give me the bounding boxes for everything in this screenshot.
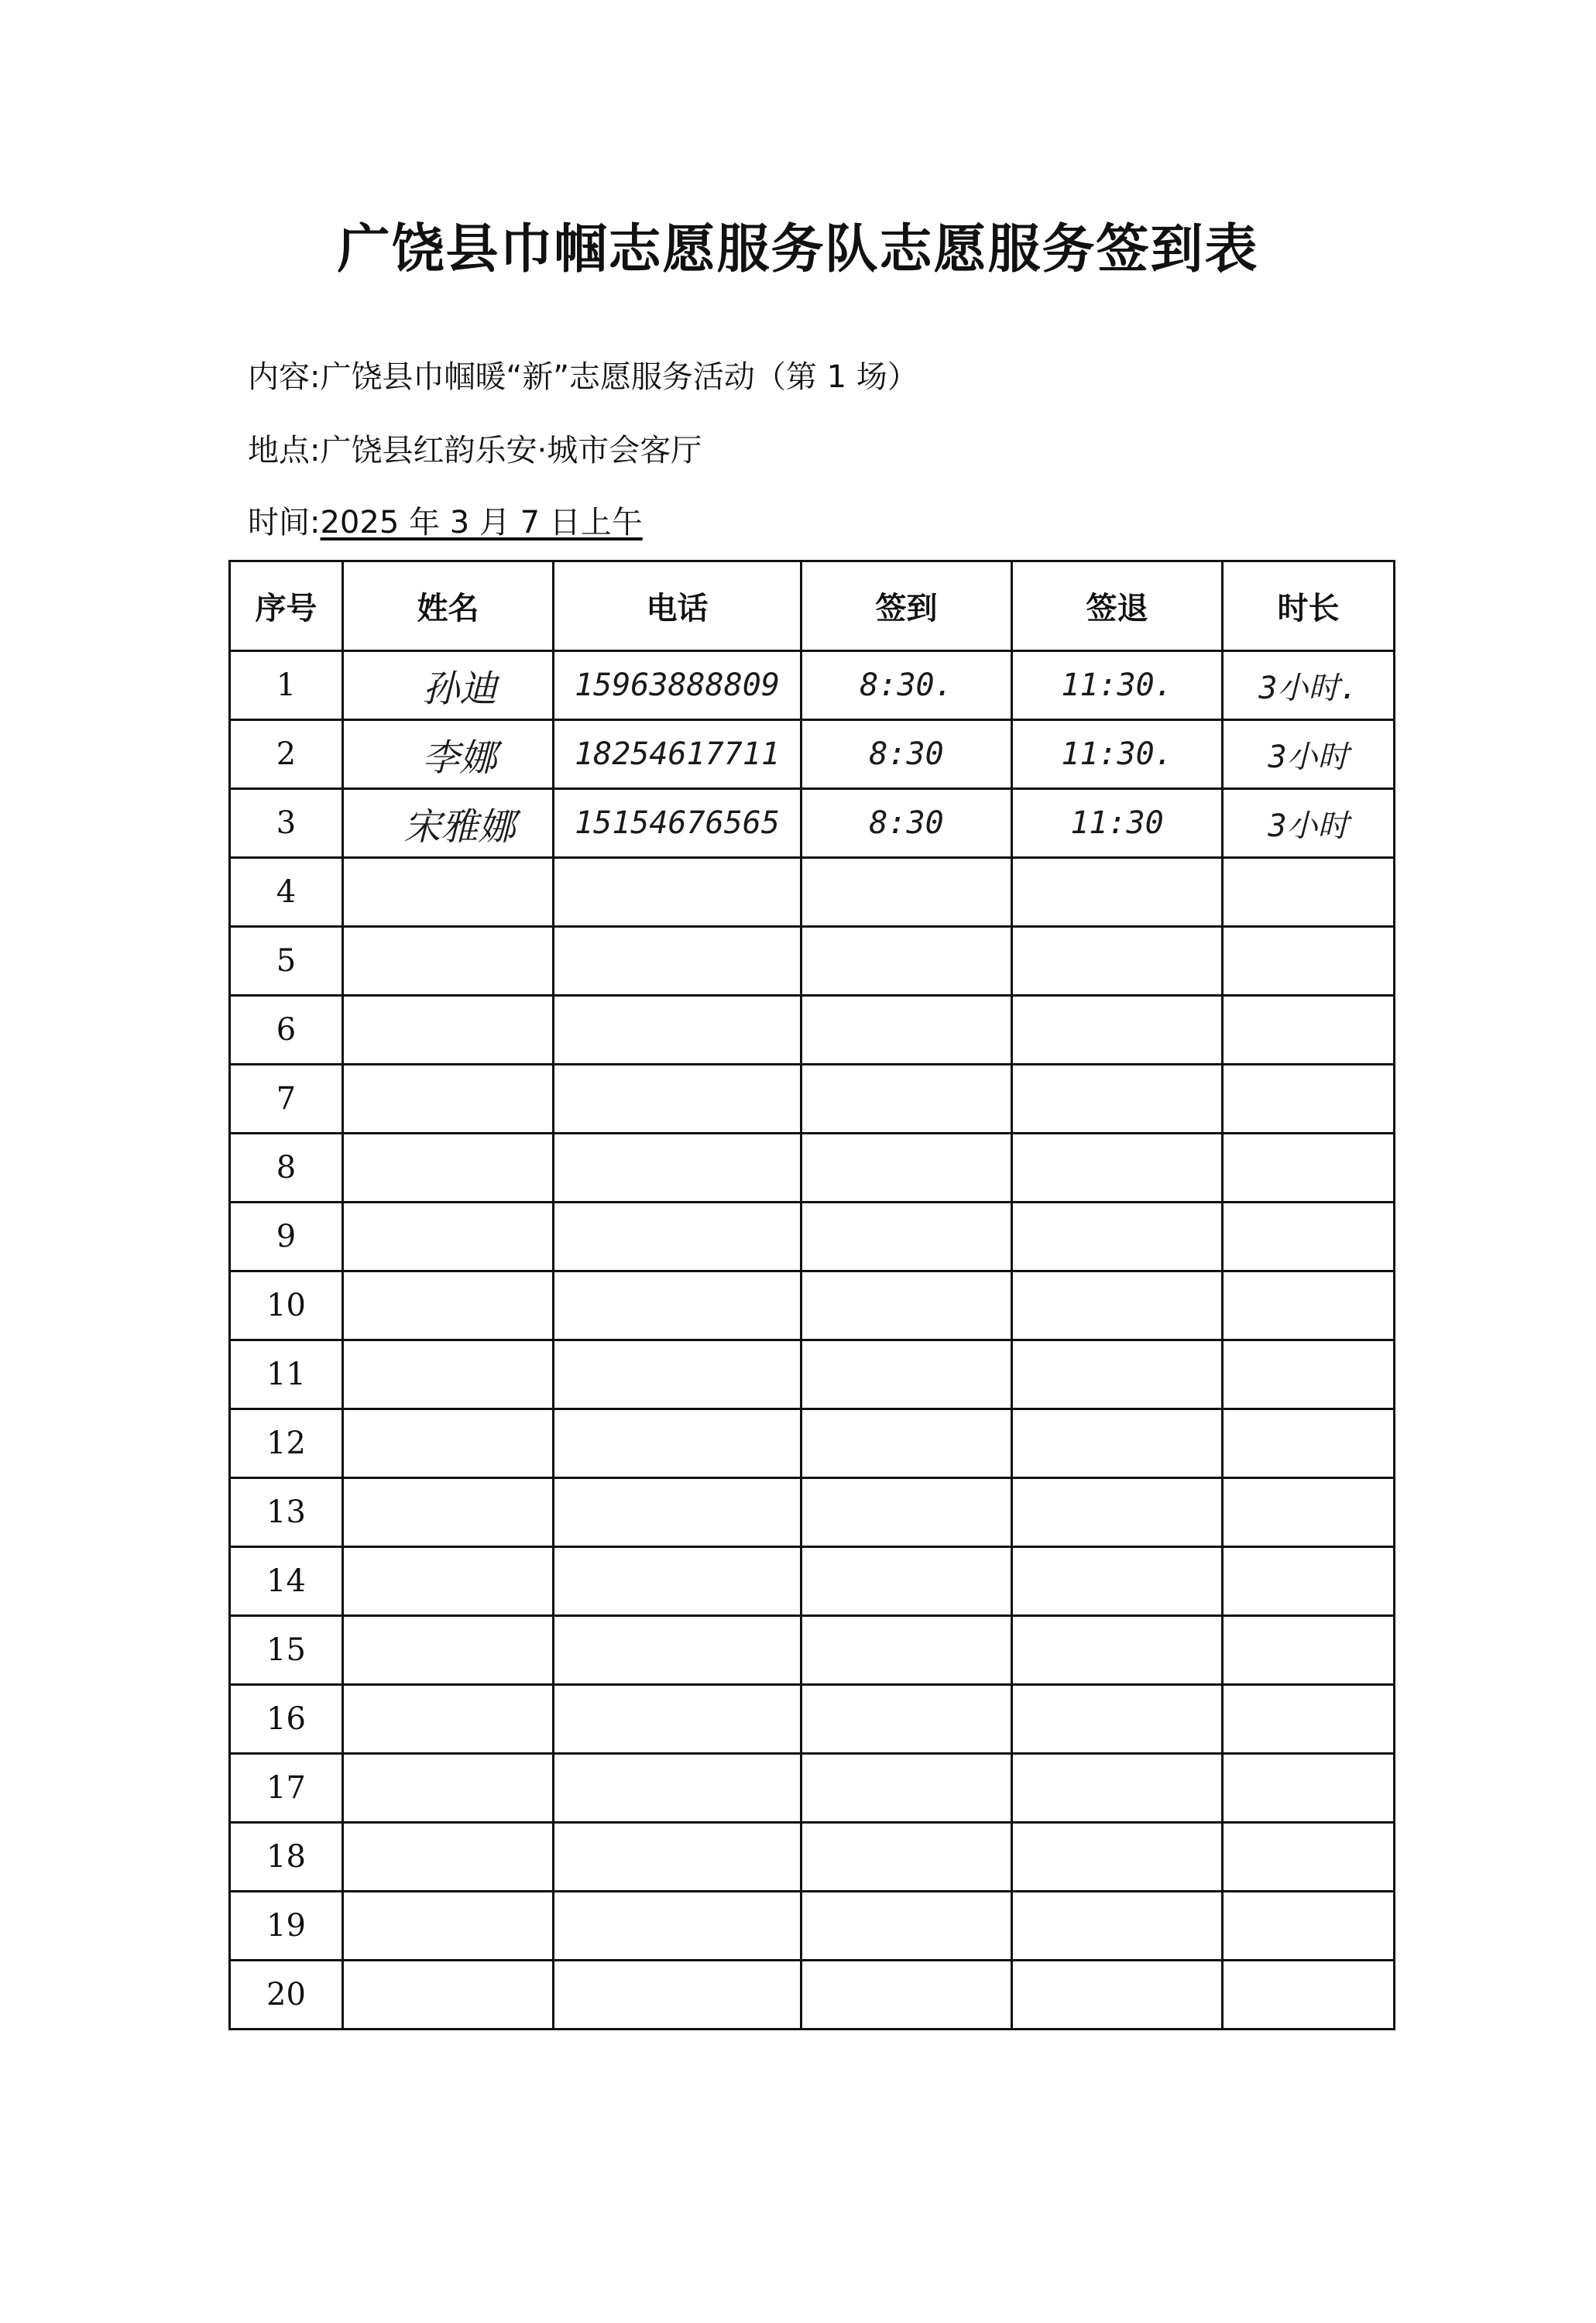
cell-name xyxy=(343,996,554,1065)
table-row xyxy=(230,1616,1395,1685)
table-row xyxy=(230,789,1395,858)
cell-sign-in xyxy=(801,1961,1012,2030)
cell-phone xyxy=(554,1203,801,1271)
cell-sign-in: 8:30 xyxy=(801,720,1012,789)
cell-no: 14 xyxy=(230,1547,343,1616)
cell-duration xyxy=(1223,1685,1395,1754)
cell-no: 10 xyxy=(230,1271,343,1340)
cell-name xyxy=(343,1203,554,1271)
table-row xyxy=(230,927,1395,996)
header-no: 序号 xyxy=(230,561,343,651)
cell-phone xyxy=(554,1340,801,1409)
cell-sign-in xyxy=(801,1340,1012,1409)
cell-phone xyxy=(554,1065,801,1134)
table-row xyxy=(230,1547,1395,1616)
cell-sign-out xyxy=(1012,1616,1223,1685)
cell-sign-out xyxy=(1012,1340,1223,1409)
cell-phone xyxy=(554,1134,801,1203)
cell-duration xyxy=(1223,1754,1395,1823)
cell-duration xyxy=(1223,1961,1395,2030)
header-sign-out: 签退 xyxy=(1012,561,1223,651)
content-value: 广饶县巾帼暖“新”志愿服务活动（第 1 场） xyxy=(320,359,918,395)
cell-phone xyxy=(554,1271,801,1340)
cell-phone xyxy=(554,858,801,927)
cell-sign-out: 11:30. xyxy=(1012,651,1223,720)
cell-name xyxy=(343,1340,554,1409)
cell-name xyxy=(343,1754,554,1823)
cell-phone xyxy=(554,927,801,996)
table-row xyxy=(230,1892,1395,1961)
cell-duration xyxy=(1223,927,1395,996)
cell-duration xyxy=(1223,1823,1395,1892)
cell-no: 4 xyxy=(230,858,343,927)
cell-no: 6 xyxy=(230,996,343,1065)
cell-sign-in xyxy=(801,927,1012,996)
cell-name xyxy=(343,927,554,996)
header-phone: 电话 xyxy=(554,561,801,651)
cell-duration xyxy=(1223,1065,1395,1134)
cell-sign-in: 8:30 xyxy=(801,789,1012,858)
cell-sign-out xyxy=(1012,927,1223,996)
cell-sign-in xyxy=(801,1754,1012,1823)
cell-sign-out xyxy=(1012,1203,1223,1271)
cell-sign-in xyxy=(801,1271,1012,1340)
cell-sign-in xyxy=(801,1409,1012,1478)
cell-sign-in xyxy=(801,1065,1012,1134)
cell-duration: 3小时 xyxy=(1223,720,1395,789)
cell-phone xyxy=(554,1616,801,1685)
cell-no: 8 xyxy=(230,1134,343,1203)
cell-sign-out xyxy=(1012,996,1223,1065)
cell-duration xyxy=(1223,1478,1395,1547)
cell-no: 17 xyxy=(230,1754,343,1823)
cell-name xyxy=(343,1961,554,2030)
time-value: 2025 年 3 月 7 日上午 xyxy=(320,505,643,540)
table-row xyxy=(230,1823,1395,1892)
cell-phone xyxy=(554,1892,801,1961)
cell-duration: 3小时. xyxy=(1223,651,1395,720)
cell-no: 5 xyxy=(230,927,343,996)
cell-name xyxy=(343,1892,554,1961)
cell-name: 孙迪 xyxy=(343,651,554,720)
cell-no: 20 xyxy=(230,1961,343,2030)
cell-phone xyxy=(554,1823,801,1892)
cell-sign-in xyxy=(801,1685,1012,1754)
cell-name xyxy=(343,858,554,927)
cell-phone: 18254617711 xyxy=(554,720,801,789)
cell-no: 18 xyxy=(230,1823,343,1892)
header-name: 姓名 xyxy=(343,561,554,651)
cell-duration xyxy=(1223,1134,1395,1203)
cell-name xyxy=(343,1065,554,1134)
cell-sign-in xyxy=(801,996,1012,1065)
header-sign-in: 签到 xyxy=(801,561,1012,651)
cell-sign-out xyxy=(1012,1134,1223,1203)
cell-name xyxy=(343,1478,554,1547)
cell-name xyxy=(343,1134,554,1203)
cell-no: 13 xyxy=(230,1478,343,1547)
cell-duration xyxy=(1223,1409,1395,1478)
cell-sign-out xyxy=(1012,1547,1223,1616)
time-label: 时间: xyxy=(248,505,321,540)
cell-sign-in: 8:30. xyxy=(801,651,1012,720)
cell-no: 1 xyxy=(230,651,343,720)
meta-location xyxy=(248,426,702,470)
table-row xyxy=(230,1340,1395,1409)
table-row xyxy=(230,651,1395,720)
cell-name: 李娜 xyxy=(343,720,554,789)
signin-table xyxy=(228,560,1395,2030)
cell-duration xyxy=(1223,1547,1395,1616)
cell-sign-out xyxy=(1012,858,1223,927)
cell-duration xyxy=(1223,858,1395,927)
table-row xyxy=(230,1961,1395,2030)
cell-phone xyxy=(554,1409,801,1478)
cell-phone xyxy=(554,1754,801,1823)
cell-no: 16 xyxy=(230,1685,343,1754)
cell-name xyxy=(343,1547,554,1616)
location-label: 地点: xyxy=(248,433,321,468)
table-row xyxy=(230,1478,1395,1547)
table-row xyxy=(230,1065,1395,1134)
cell-phone xyxy=(554,1478,801,1547)
cell-phone xyxy=(554,1961,801,2030)
cell-sign-out xyxy=(1012,1754,1223,1823)
cell-duration xyxy=(1223,1271,1395,1340)
cell-sign-out xyxy=(1012,1685,1223,1754)
header-row xyxy=(230,561,1395,651)
cell-sign-in xyxy=(801,1892,1012,1961)
cell-sign-out xyxy=(1012,1409,1223,1478)
cell-phone xyxy=(554,996,801,1065)
cell-no: 7 xyxy=(230,1065,343,1134)
table-row xyxy=(230,720,1395,789)
header-duration: 时长 xyxy=(1223,561,1395,651)
cell-sign-out: 11:30. xyxy=(1012,720,1223,789)
cell-sign-out xyxy=(1012,1271,1223,1340)
cell-sign-out xyxy=(1012,1823,1223,1892)
cell-sign-out xyxy=(1012,1961,1223,2030)
cell-name xyxy=(343,1271,554,1340)
cell-duration xyxy=(1223,996,1395,1065)
cell-sign-out xyxy=(1012,1065,1223,1134)
cell-sign-out xyxy=(1012,1892,1223,1961)
content-label: 内容: xyxy=(248,359,321,395)
cell-no: 15 xyxy=(230,1616,343,1685)
table-row xyxy=(230,858,1395,927)
cell-duration xyxy=(1223,1340,1395,1409)
cell-no: 11 xyxy=(230,1340,343,1409)
meta-time xyxy=(248,498,643,542)
cell-sign-out: 11:30 xyxy=(1012,789,1223,858)
table-row xyxy=(230,1134,1395,1203)
cell-sign-in xyxy=(801,1203,1012,1271)
cell-no: 2 xyxy=(230,720,343,789)
page-title: 广饶县巾帼志愿服务队志愿服务签到表 xyxy=(337,219,1259,280)
cell-sign-in xyxy=(801,1134,1012,1203)
cell-name xyxy=(343,1823,554,1892)
cell-name xyxy=(343,1409,554,1478)
table-row xyxy=(230,996,1395,1065)
cell-no: 9 xyxy=(230,1203,343,1271)
meta-content xyxy=(248,352,918,396)
cell-no: 12 xyxy=(230,1409,343,1478)
table-row xyxy=(230,1754,1395,1823)
cell-sign-out xyxy=(1012,1478,1223,1547)
cell-name: 宋雅娜 xyxy=(343,789,554,858)
cell-phone: 15154676565 xyxy=(554,789,801,858)
cell-phone xyxy=(554,1685,801,1754)
cell-sign-in xyxy=(801,1547,1012,1616)
cell-duration: 3小时 xyxy=(1223,789,1395,858)
cell-sign-in xyxy=(801,1478,1012,1547)
cell-name xyxy=(343,1616,554,1685)
table-row xyxy=(230,1271,1395,1340)
cell-phone xyxy=(554,1547,801,1616)
cell-sign-in xyxy=(801,858,1012,927)
location-value: 广饶县红韵乐安·城市会客厅 xyxy=(320,433,702,468)
cell-duration xyxy=(1223,1203,1395,1271)
cell-name xyxy=(343,1685,554,1754)
cell-no: 19 xyxy=(230,1892,343,1961)
table-row xyxy=(230,1409,1395,1478)
cell-phone: 15963888809 xyxy=(554,651,801,720)
table-row xyxy=(230,1685,1395,1754)
cell-sign-in xyxy=(801,1823,1012,1892)
table-row xyxy=(230,1203,1395,1271)
cell-no: 3 xyxy=(230,789,343,858)
cell-sign-in xyxy=(801,1616,1012,1685)
cell-duration xyxy=(1223,1892,1395,1961)
cell-duration xyxy=(1223,1616,1395,1685)
